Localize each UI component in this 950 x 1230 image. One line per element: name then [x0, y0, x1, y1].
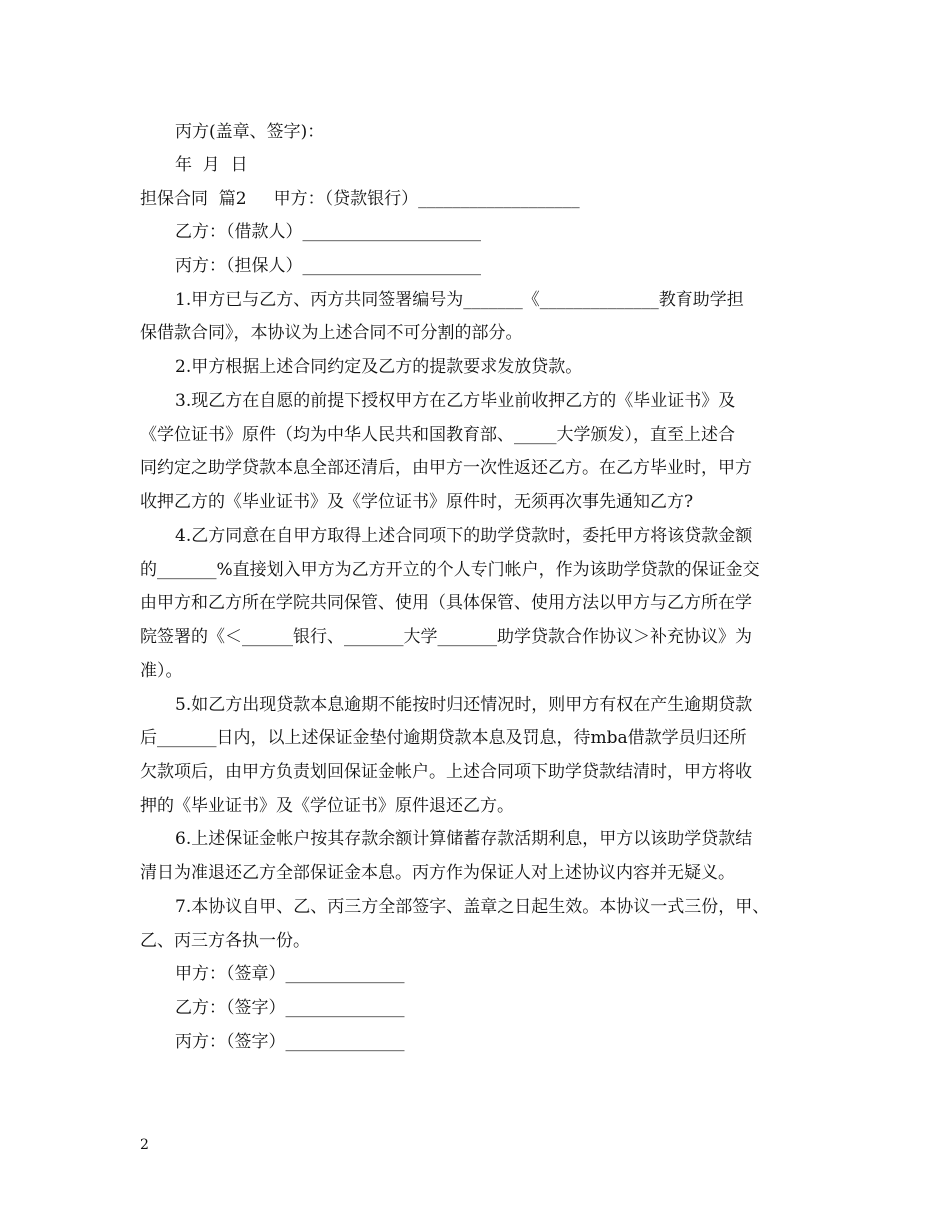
- clause-5-line-2: 后_______日内，以上述保证金垫付逾期贷款本息及罚息，待mba借款学员归还所: [140, 728, 747, 748]
- clause-3-line-1: 3.现乙方在自愿的前提下授权甲方在乙方毕业前收押乙方的《毕业证书》及: [175, 391, 736, 411]
- party-c-guarantor-line: 丙方：（担保人）_____________________: [175, 256, 481, 276]
- date-line: 年 月 日: [175, 155, 248, 175]
- party-c-signature-line: 丙方：（签字）______________: [175, 1032, 405, 1052]
- party-a-signature-line: 甲方：（签章）______________: [175, 964, 405, 984]
- party-b-borrower-line: 乙方：（借款人）_____________________: [175, 222, 481, 242]
- party-b-signature-line: 乙方：（签字）______________: [175, 998, 405, 1018]
- clause-4-line-2: 的_______%直接划入甲方为乙方开立的个人专门帐户，作为该助学贷款的保证金交: [140, 560, 760, 580]
- clause-5-line-1: 5.如乙方出现贷款本息逾期不能按时归还情况时，则甲方有权在产生逾期贷款: [175, 695, 753, 715]
- page-number: 2: [140, 1137, 149, 1153]
- clause-4-line-5: 准）。: [140, 661, 183, 681]
- clause-1-line-1: 1.甲方已与乙方、丙方共同签署编号为_______《______________教育助学担: [175, 290, 744, 310]
- clause-3-line-2: 《学位证书》原件（均为中华人民共和国教育部、_____大学颁发），直至上述合: [140, 425, 735, 445]
- clause-3-line-4: 收押乙方的《毕业证书》及《学位证书》原件时，无须再次事先通知乙方?: [140, 492, 694, 512]
- clause-7-line-2: 乙、丙三方各执一份。: [140, 931, 310, 951]
- clause-4-line-1: 4.乙方同意在自甲方取得上述合同项下的助学贷款时，委托甲方将该贷款金额: [175, 526, 753, 546]
- clause-5-line-4: 押的《毕业证书》及《学位证书》原件退还乙方。: [140, 796, 514, 816]
- clause-1-line-2: 保借款合同》，本协议为上述合同不可分割的部分。: [140, 323, 523, 343]
- party-c-seal-line: 丙方(盖章、签字)：: [175, 122, 325, 142]
- clause-6-line-1: 6.上述保证金帐户按其存款余额计算储蓄存款活期利息，甲方以该助学贷款结: [175, 829, 753, 849]
- contract-heading-party-a-line: 担保合同 篇2 甲方：（贷款银行）___________________: [140, 189, 580, 209]
- clause-4-line-4: 院签署的《＜______银行、_______大学_______助学贷款合作协议＞补充协议》为: [140, 627, 752, 647]
- clause-2-line-1: 2.甲方根据上述合同约定及乙方的提款要求发放贷款。: [175, 357, 583, 377]
- clause-6-line-2: 清日为准退还乙方全部保证金本息。丙方作为保证人对上述协议内容并无疑义。: [140, 863, 735, 883]
- clause-3-line-3: 同约定之助学贷款本息全部还清后，由甲方一次性返还乙方。在乙方毕业时，甲方: [140, 458, 752, 478]
- clause-7-line-1: 7.本协议自甲、乙、丙三方全部签字、盖章之日起生效。本协议一式三份，甲、: [175, 897, 770, 917]
- clause-4-line-3: 由甲方和乙方所在学院共同保管、使用（具体保管、使用方法以甲方与乙方所在学: [140, 593, 752, 613]
- clause-5-line-3: 欠款项后，由甲方负责划回保证金帐户。上述合同项下助学贷款结清时，甲方将收: [140, 762, 752, 782]
